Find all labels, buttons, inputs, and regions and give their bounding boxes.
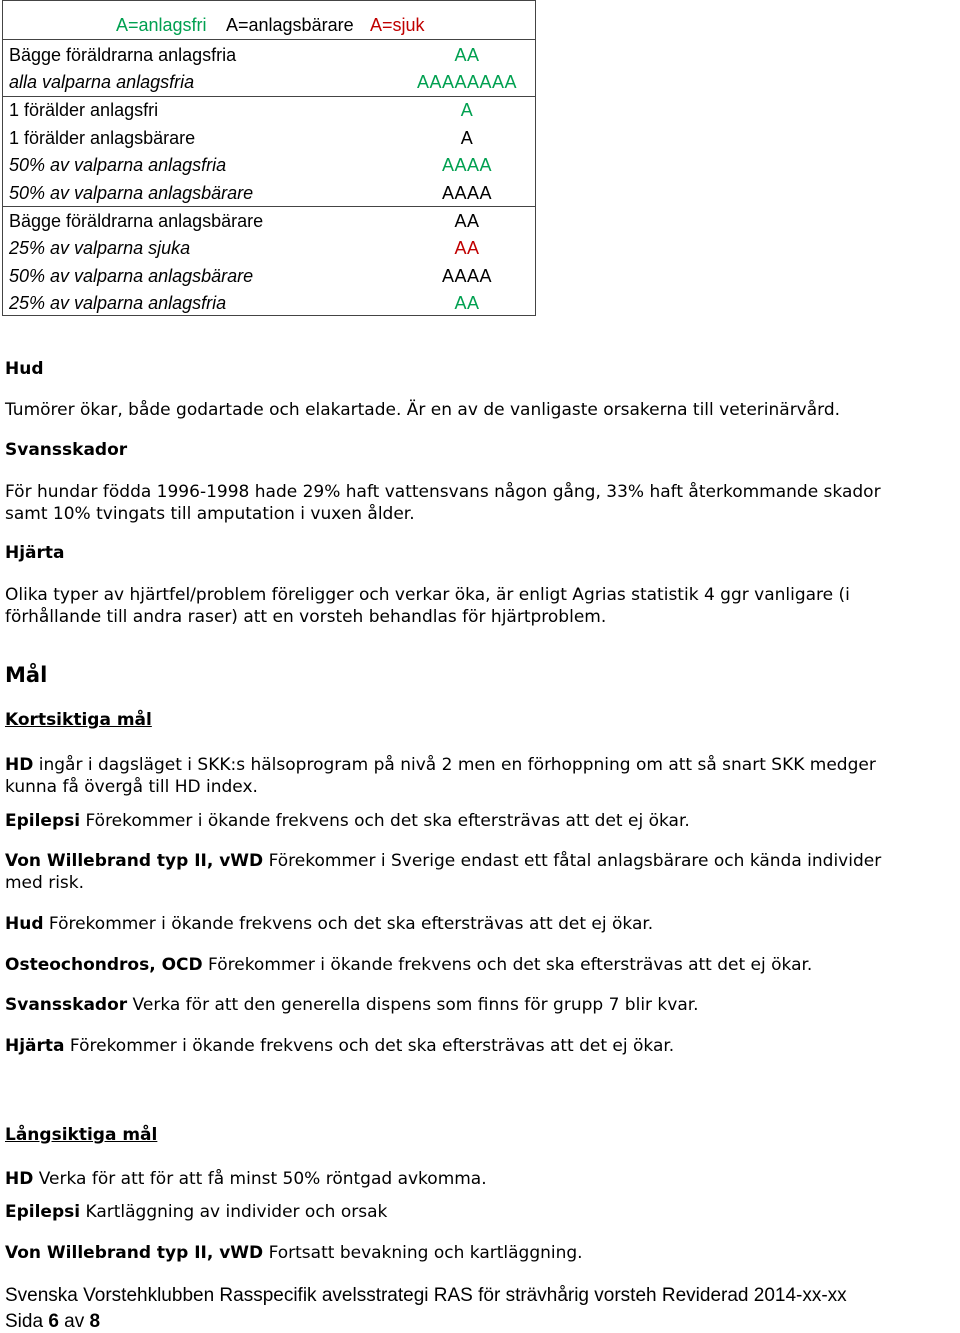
goal-hjarta (5, 1035, 960, 1057)
page-mid: av (58, 1311, 90, 1332)
mal-heading: Mål (5, 663, 48, 687)
page-current: 6 (48, 1311, 59, 1332)
page-number (5, 1311, 100, 1333)
goal-term: Von Willebrand typ II, vWD (5, 851, 264, 871)
legend-row (3, 263, 535, 290)
goal-text: Förekommer i ökande frekvens och det ska eftersträvas att det ej ökar. (64, 1036, 675, 1056)
page-prefix: Sida (5, 1311, 49, 1332)
legend-row (3, 42, 535, 69)
legend-row-label: 50% av valparna anlagsbärare (9, 266, 254, 286)
goal-term: Svansskador (5, 995, 128, 1015)
legend-row-label: 1 förälder anlagsbärare (9, 128, 196, 148)
legend-row (3, 152, 535, 179)
goal-text: Förekommer i ökande frekvens och det ska eftersträvas att det ej ökar. (43, 914, 654, 934)
legend-header (3, 1, 535, 41)
legend-row-value: AAAA (441, 183, 493, 203)
goal-hd-cont: kunna få övergå till HD index. (5, 777, 258, 797)
short-term-heading: Kortsiktiga mål (5, 710, 152, 730)
goal-term: HD (5, 755, 34, 775)
svansskador-text-line1: För hundar födda 1996-1998 hade 29% haft vattensvans någon gång, 33% haft återkommande skador (5, 482, 881, 502)
goal-epilepsi (5, 810, 960, 832)
goal-term: Von Willebrand typ II, vWD (5, 1243, 264, 1263)
legend-row-label: Bägge föräldrarna anlagsbärare (9, 211, 264, 231)
legend-row-value: A (460, 128, 474, 148)
goal-text: Förekommer i ökande frekvens och det ska eftersträvas att det ej ökar. (80, 811, 690, 831)
legend-row-label: 1 förälder anlagsfri (9, 100, 159, 120)
legend-row (3, 290, 535, 317)
legend-free: A=anlagsfri (116, 15, 207, 35)
goal-text: ingår i dagsläget i SKK:s hälsoprogram på nivå 2 men en förhoppning om att så snart SKK medger (33, 755, 876, 775)
legend-divider (3, 206, 535, 207)
long-term-heading: Långsiktiga mål (5, 1125, 158, 1145)
hud-heading: Hud (5, 359, 44, 379)
svansskador-text-line2: samt 10% tvingats till amputation i vuxen ålder. (5, 504, 415, 524)
goal-text: Förekommer i ökande frekvens och det ska eftersträvas att det ej ökar. (202, 955, 813, 975)
hjarta-text-line2: förhållande till andra raser) att en vorsteh behandlas för hjärtproblem. (5, 607, 607, 627)
hjarta-heading: Hjärta (5, 543, 65, 563)
legend-row-value: AA (454, 238, 480, 258)
legend-row-label: alla valparna anlagsfria (9, 72, 195, 92)
long-goal-hd (5, 1168, 960, 1190)
legend-row (3, 180, 535, 207)
legend-sick: A=sjuk (370, 15, 425, 35)
legend-row-label: Bägge föräldrarna anlagsfria (9, 45, 237, 65)
goal-text: Förekommer i Sverige endast ett fåtal anlagsbärare och kända individer (263, 851, 882, 871)
legend-row-value: AA (454, 45, 480, 65)
goal-term: Osteochondros, OCD (5, 955, 203, 975)
legend-carrier: A=anlagsbärare (226, 15, 354, 35)
hjarta-text-line1: Olika typer av hjärtfel/problem föreligger och verkar öka, är enligt Agrias statistik 4 ggr vanligare (i (5, 585, 850, 605)
page-total: 8 (89, 1311, 101, 1332)
legend-row-value: AA (454, 293, 480, 313)
goal-term: Epilepsi (5, 811, 81, 831)
legend-row (3, 125, 535, 152)
hud-text: Tumörer ökar, både godartade och elakartade. Är en av de vanligaste orsakerna till veterinärvård. (5, 400, 841, 420)
goal-text: Fortsatt bevakning och kartläggning. (263, 1243, 583, 1263)
legend-row-value: A (460, 100, 474, 120)
legend-row-label: 50% av valparna anlagsfria (9, 155, 227, 175)
goal-vwd (5, 850, 960, 872)
goal-term: HD (5, 1169, 34, 1189)
goal-term: Hud (5, 914, 44, 934)
legend-row-value: AA (454, 211, 480, 231)
goal-vwd-cont: med risk. (5, 873, 85, 893)
goal-hd (5, 754, 960, 776)
legend-row (3, 235, 535, 262)
legend-row (3, 97, 535, 124)
legend-row-label: 50% av valparna anlagsbärare (9, 183, 254, 203)
legend-row-value: AAAAAAAA (416, 72, 518, 92)
svansskador-heading: Svansskador (5, 440, 128, 460)
goal-ocd (5, 954, 960, 976)
legend-row-label: 25% av valparna sjuka (9, 238, 191, 258)
goal-hud (5, 913, 960, 935)
inheritance-legend-table (2, 0, 536, 316)
goal-term: Epilepsi (5, 1202, 81, 1222)
legend-row-label: 25% av valparna anlagsfria (9, 293, 227, 313)
goal-text: Verka för att den generella dispens som finns för grupp 7 blir kvar. (127, 995, 699, 1015)
goal-text: Kartläggning av individer och orsak (80, 1202, 388, 1222)
legend-row (3, 69, 535, 96)
legend-divider (3, 39, 535, 40)
legend-row (3, 208, 535, 235)
goal-text: Verka för att för att få minst 50% röntgad avkomma. (33, 1169, 487, 1189)
long-goal-epilepsi (5, 1201, 960, 1223)
goal-term: Hjärta (5, 1036, 65, 1056)
legend-row-value: AAAA (441, 155, 493, 175)
long-goal-vwd (5, 1242, 960, 1264)
footer-title: Svenska Vorstehklubben Rasspecifik avelsstrategi RAS för strävhårig vorsteh Reviderad 2014-xx-xx (5, 1285, 847, 1306)
goal-svansskador (5, 994, 960, 1016)
legend-row-value: AAAA (441, 266, 493, 286)
